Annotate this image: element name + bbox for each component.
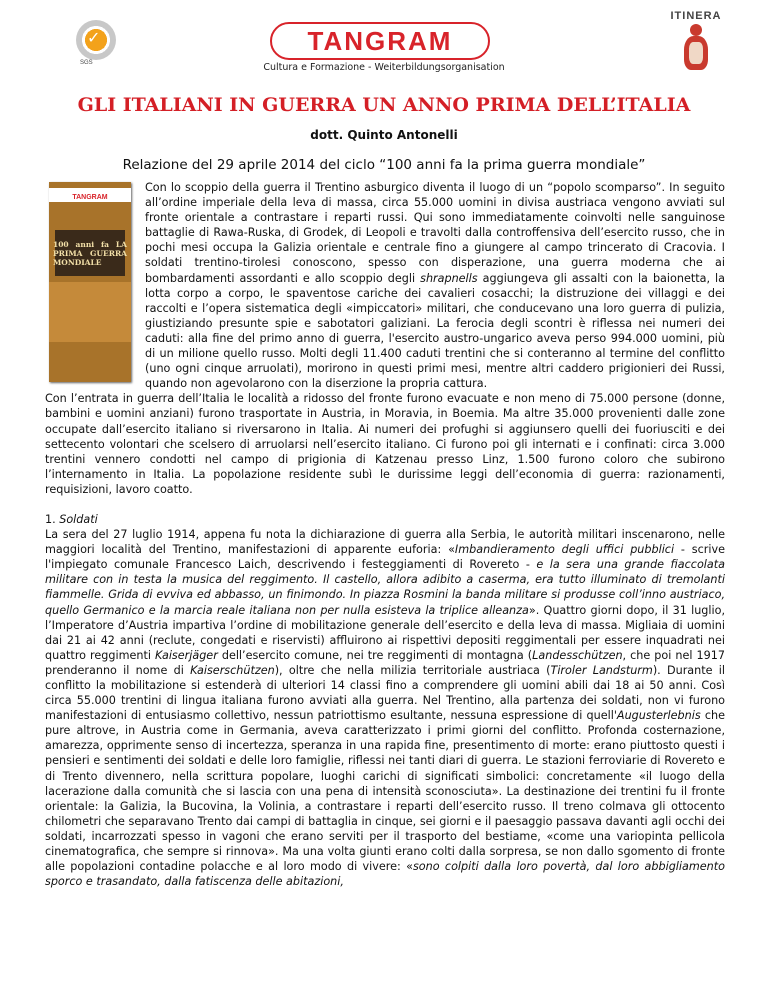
book-band [49,282,131,342]
section-heading: 1. Soldati [45,512,98,526]
article-body [45,180,725,889]
figure-icon [679,24,713,72]
document-subtitle: Relazione del 29 aprile 2014 del ciclo “100 anni fa la prima guerra mondiale” [122,157,646,173]
checkmark-icon: ✓ [87,28,101,47]
tangram-wordmark: TANGRAM [307,25,453,56]
book-cover-image [45,180,135,386]
tangram-logo [270,22,490,60]
itinera-wordmark: ITINERA [670,10,722,22]
paragraph: La sera del 27 luglio 1914, appena fu nota la dichiarazione di guerra alla Serbia, le autorità militari inscenarono, nelle maggiori località del Trentino, manifestazioni di apparente euforia: «Imbandieramento degli uffici pubblici - scrive l'impiegato comunale Francesco Laich, descrivendo i festeggiamenti di Rovereto - e la sera una grande fiaccolata militare con in testa la musica del reggimento. Il castello, allora adibito a caserma, era tutto illuminato di tremolanti fiammelle. Grida di evviva ed abbasso, un finimondo. In piazza Rosmini la banda militare si produsse coll’inno austriaco, quello Germanico e la marcia reale italiana non per nulla esisteva la triplice alleanza». Quattro giorni dopo, il 31 luglio, l’Imperatore d’Austria impartiva l’ordine di mobilitazione generale dell’esercito e della leva di massa. Migliaia di uomini dai 21 ai 42 anni (reclute, congedati e riservisti) affluirono ai rispettivi depositi reggimentali per essere inquadrati nei quattro reggimenti Kaiserjäger dell’esercito comune, nei tre reggimenti di montagna (Landesschützen, che poi nel 1917 prenderanno il nome di Kaiserschützen), oltre che nella milizia territoriale austriaca (Tiroler Landsturm). Durante il conflitto la mobilitazione si estenderà di ulteriori 14 classi fino a comprendere gli uomini abili dai 18 ai 50 anni. Così circa 55.000 trentini di lingua italiana furono avviati alla guerra. Nel Trentino, alla partenza dei soldati, non vi furono manifestazioni di entusiasmo collettivo, nessun patriottismo esultante, nessuna espressione di quell'Augusterlebnis che pure altrove, in Austria come in Germania, aveva caratterizzato i primi giorni del conflitto. Profonda costernazione, amarezza, opprimente senso di incertezza, speranza in una rapida fine, presentimento di morte: erano piuttosto questi i pensieri e sentimenti dei soldati e delle loro famiglie, riflessi nei tanti diari di guerra. Le stazioni ferroviarie di Rovereto e di Trento divennero, nella scrittura popolare, luoghi carichi di significati simbolici: concretamente «il luogo della lacerazione dalla comunità che si lascia con una pena di intensità sconosciuta». La destinazione dei trentini fu il fronte orientale: la Galizia, la Bucovina, la Volinia, a contrastare i reparti dell’esercito russo. Il treno colmava gli ottocento chilometri che separavano Trento dai campi di battaglia in cinque, sei giorni e il paesaggio passava davanti agli occhi dei soldati, incarrozzati spesso in vagoni che erano serviti per il trasporto del bestiame, «come una variopinta pellicola cinematografica, che sempre si rinnova». Ma una volta giunti erano colti dalla sorpresa, se non dallo sgomento di fronte alle popolazioni contadine polacche e al loro modo di vivere: «sono colpiti dalla loro povertà, dal loro abbigliamento sporco e trasandato, dalla fatiscenza delle abitazioni, [45,528,726,889]
document-title: GLI ITALIANI IN GUERRA UN ANNO PRIMA DELL’ITALIA [77,94,691,116]
book-title: 100 anni fa LA PRIMA GUERRA MONDIALE [53,240,127,267]
paragraph: Con l’entrata in guerra dell’Italia le località a ridosso del fronte furono evacuate e non meno di 75.000 persone (donne, bambini e uomini anziani) furono trasportate in Austria, in Moravia, in Boemia. Ma altre 35.000 provenienti dalle zone occupate dall’esercito italiano si riversarono in Italia. Ai numeri dei profughi si aggiunsero quelli dei fuoriusciti e dei settecento volontari che scelsero di arruolarsi nell’esercito italiano. Ci furono poi gli internati e i confinati: circa 3.000 trentini vennero condotti nel campo di prigionia di Katzenau presso Linz, 1.500 furono coloro che subirono l’internamento in Italia. La popolazione residente subì le durissime leggi dell’economia di guerra: razionamenti, requisizioni, lavoro coatto. [45,392,725,496]
paragraph: Con lo scoppio della guerra il Trentino asburgico diventa il luogo di un “popolo scomparso”. In seguito all’ordine imperiale della leva di massa, circa 55.000 uomini in divisa austriaca vengono avviati sul fronte orientale a contrastare i reparti russi. Qui sono immediatamente coinvolti nelle sanguinose battaglie di Rawa-Ruska, di Grodek, di Leopoli e travolti dalla controffensiva dell’esercito russo, che in pochi mesi occupa la Galizia orientale e centrale fino a giungere al campo trincerato di Cracovia. I soldati trentino-tirolesi conoscono, spesso con disperazione, una guerra moderna che ai bombardamenti assordanti e allo scoppio degli shrapnells aggiungeva gli assalti con la baionetta, la lotta corpo a corpo, le spaventose cariche dei cavalieri cosacchi; la distruzione dei villaggi e dei raccolti e l’opera sistematica degli «impiccatori» militari, che conducevano una loro guerra di pulizia, giustiziando presunte spie e sabotatori galiziani. La ferocia degli scontri è riflessa nei numeri dei caduti: alla fine del primo anno di guerra, l'esercito austro-ungarico aveva perso 994.000 uomini, più di un milione quello russo. Molti degli 11.400 caduti trentini che si conteranno al termine del conflitto (uno ogni cinque arruolati), morirono in questi primi mesi, mentre altri caddero prigionieri dei Russi, quando non agevolarono con la diserzione la propria cattura. [145,181,726,391]
sgs-label: SGS [80,60,93,66]
tagline: Cultura e Formazione - Weiterbildungsorganisation [263,62,505,73]
sgs-certification-logo [70,14,122,66]
book-brand: TANGRAM [72,194,108,201]
author: dott. Quinto Antonelli [310,128,458,142]
itinera-logo [660,10,732,72]
